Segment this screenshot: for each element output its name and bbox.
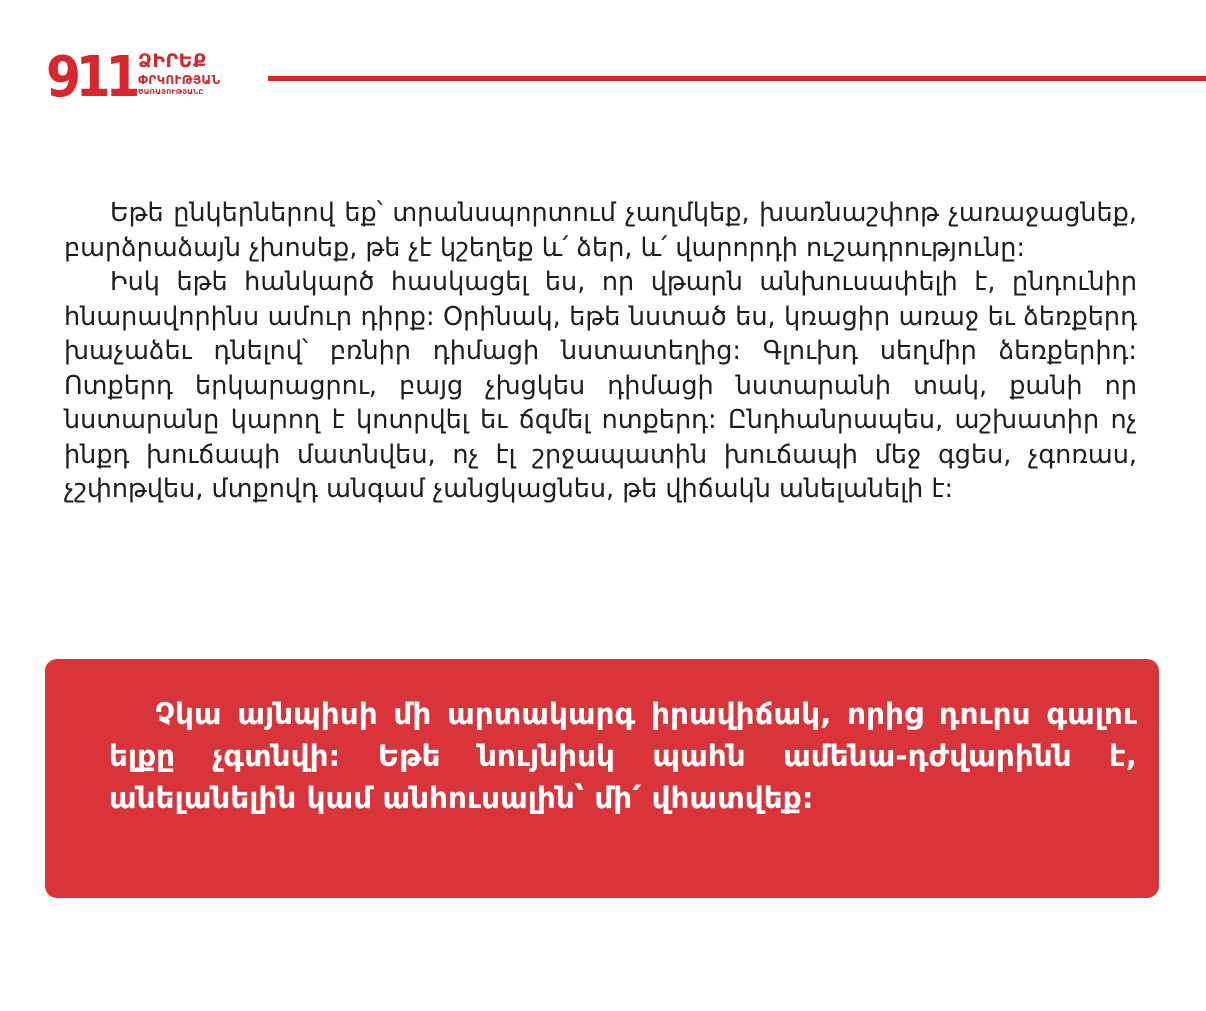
logo-wordmark [138,52,220,96]
paragraph-1: Եթե ընկերներով եք՝ տրանսպորտում չաղմկեք, խառնաշփոթ չառաջացնեք, բարձրաձայն չխոսեք, թե չէ կշեղեք և՛ ձեր, և՛ վարորդի ուշադրությունը: [64,198,1137,263]
logo-line-2: ՓՐԿՈՒԹՅԱՆ [138,73,221,87]
paragraph-2: Իսկ եթե հանկարծ հասկացել ես, որ վթարն անխուսափելի է, ընդունիր հնարավորինս ամուր դիրք: Օրինակ, եթե նստած ես, կռացիր առաջ եւ ձեռքերդ խաչաձեւ դնելով՝ բռնիր դիմացի նստատեղից: Գլուխդ սեղմիր ձեռքերիդ: Ոտքերդ երկարացրու, բայց չխցկես դիմացի նստարանի տակ, քանի որ նստարանը կարող է կոտրվել եւ ճզմել ոտքերդ: Ընդհանրապես, աշխատիր ոչ ինքդ խուճապի մատնվես, ոչ էլ շրջապատին խուճապի մեջ գցես, չգոռաս, չշփոթվես, մտքովդ անգամ չանցկացնես, թե վիճակն անելանելի է: [64,267,1137,504]
logo-line-3: ԾԱՌԱՅՈՒԹՅԱՆԸ [138,88,204,96]
header [46,44,1206,114]
logo-line-1: ՁԻՐԵՔ [138,50,207,72]
callout-text: Չկա այնպիսի մի արտակարգ իրավիճակ, որից դուրս գալու ելքը չգտնվի: Եթե նույնիսկ պահն ամենա-դժվարինն է, անելանելին կամ անհուսալին՝ մի՛ վհատվեք: [109,697,1137,815]
header-divider [268,76,1206,81]
logo-number: 911 [46,45,136,110]
body-text [64,196,1137,507]
callout-box [45,659,1159,898]
